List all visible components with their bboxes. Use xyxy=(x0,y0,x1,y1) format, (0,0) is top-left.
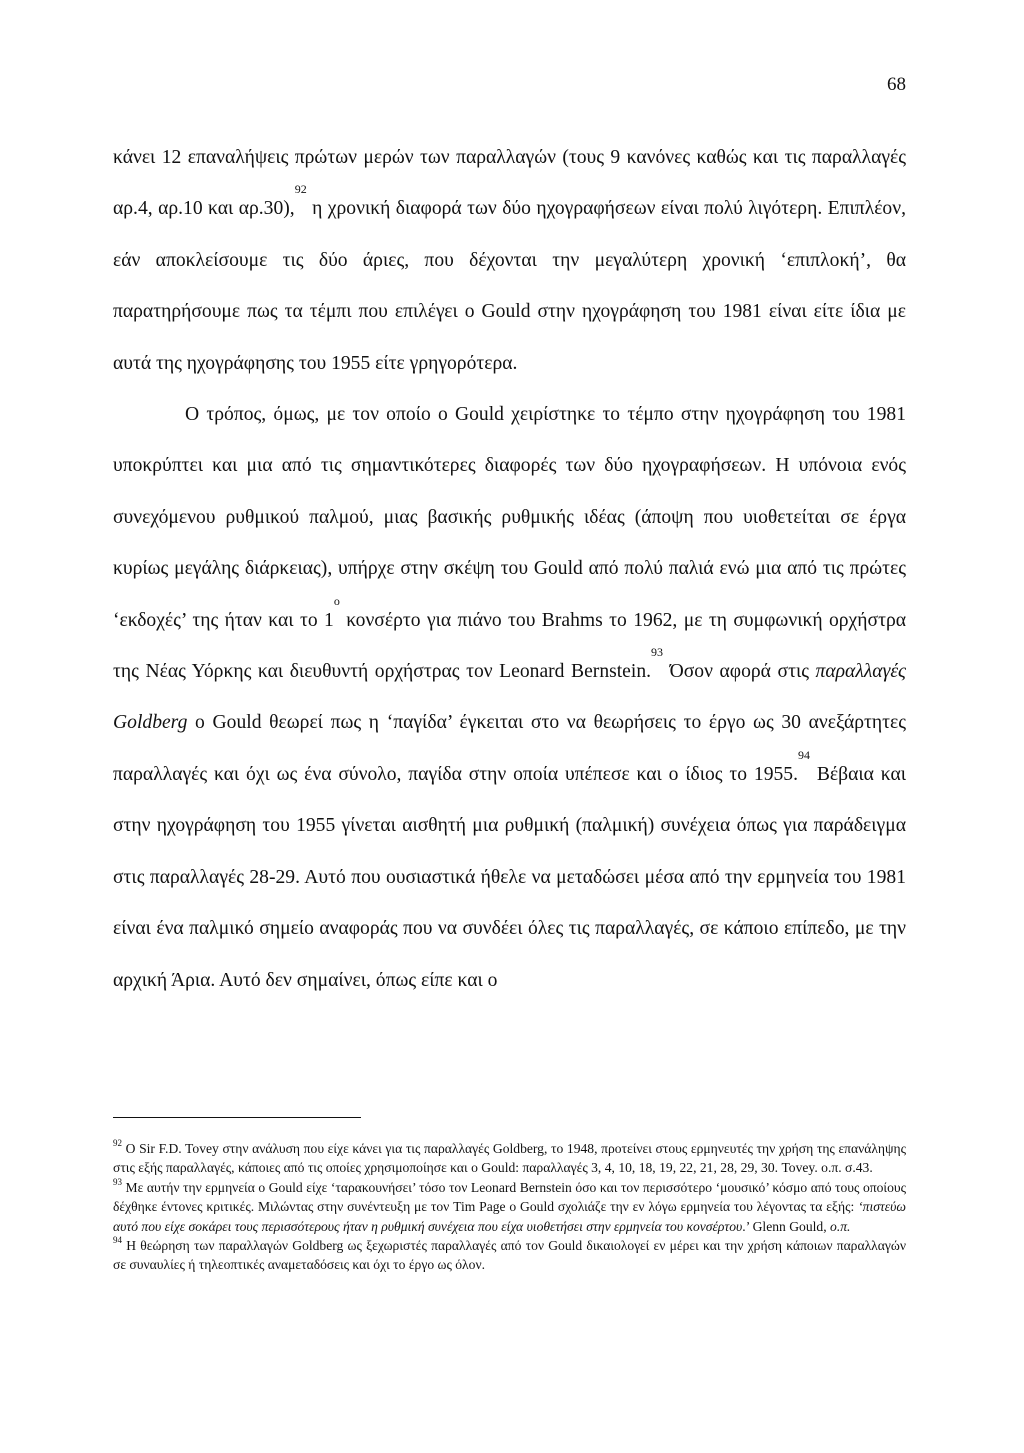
footnote-93 xyxy=(113,1178,906,1236)
text-run: κονσέρτο για πιάνο του Brahms το 1962, με τη συμφωνική ορχήστρα της Νέας Υόρκης και διευθυντή ορχήστρας τον Leonard Bernstein. xyxy=(113,609,906,683)
footnote-text: Με αυτήν την ερμηνεία ο Gould είχε ‘ταρακουνήσει’ τόσο τον Leonard Bernstein όσο και τον περισσότερο ‘μουσικό’ κόσμο από τους οποίους δέχθηκε έντονες κριτικές. Μιλώντας στην συνέντευξη με τον Tim Page ο Gould σχολιάζε την εν λόγω ερμηνεία του λέγοντας τα εξής: xyxy=(113,1179,906,1215)
footnote-text: O Sir F.D. Tovey στην ανάλυση που είχε κάνει για τις παραλλαγές Goldberg, το 1948, προτείνει στους ερμηνευτές την χρήση της επανάληψης στις εξής παραλλαγές, κάποιες από τις οποίες χρησιμοποίησε και ο Gould: παραλλαγές 3, 4, 10, 18, 19, 22, 21, 28, 29, 30. Tovey. ο.π. σ.43. xyxy=(113,1141,906,1176)
footnote-94 xyxy=(113,1236,906,1275)
text-run: Ο τρόπος, όμως, με τον οποίο ο Gould χειρίστηκε το τέμπο στην ηχογράφηση του 1981 υποκρύπτει και μια από τις σημαντικότερες διαφορές των δύο ηχογραφήσεων. Η υπόνοια ενός συνεχόμενου ρυθμικού παλμού, μιας βασικής ρυθμικής ιδέας (άποψη που υιοθετείται σε έργα κυρίως μεγάλης διάρκειας), υπήρχε στην σκέψη του Gould από πολύ παλιά ενώ μια από τις πρώτες ‘εκδοχές’ της ήταν και το 1 xyxy=(113,404,906,631)
paragraph-2 xyxy=(113,389,906,1006)
footnote-ref-93[interactable]: 93 xyxy=(651,645,664,660)
footnote-number: 94 xyxy=(113,1235,122,1246)
footnote-quote-italic: ‘πιστεύω αυτό που είχε σοκάρει τους περισσότερους ήταν η ρυθμική συνέχεια που είχα υιοθετήσει στην ερμηνεία του κονσέρτου xyxy=(113,1199,906,1234)
text-run: Βέβαια και στην ηχογράφηση του 1955 γίνεται αισθητή μια ρυθμική (παλμική) συνέχεια όπως για παράδειγμα στις παραλλαγές 28-29. Αυτό που ουσιαστικά ήθελε να μεταδώσει μέσα από την ερμηνεία του 1981 είναι ένα παλμικό σημείο αναφοράς που να συνδέει όλες τις παραλλαγές, σε κάποιο επίπεδο, με την αρχική Άρια. Αυτό δεν σημαίνει, όπως είπε και ο xyxy=(113,763,907,991)
footnote-separator xyxy=(113,1117,361,1118)
ordinal-superscript: ο xyxy=(333,593,340,608)
work-title-italic: παραλλαγές Goldberg xyxy=(113,661,906,734)
main-text xyxy=(113,132,906,1006)
page-number: 68 xyxy=(887,74,906,95)
footnote-text: .’ Glenn Gould, xyxy=(742,1218,831,1234)
text-run: η χρονική διαφορά των δύο ηχογραφήσεων είναι πολύ λιγότερη. Επιπλέον, εάν αποκλείσουμε τις δύο άριες, που δέχονται την μεγαλύτερη χρονική ‘επιπλοκή’, θα παρατηρήσουμε πως τα τέμπι που επιλέγει ο Gould στην ηχογράφηση του 1981 είναι είτε ίδια με αυτά της ηχογράφησης του 1955 είτε γρηγορότερα. xyxy=(113,198,906,374)
footnote-number: 92 xyxy=(113,1138,122,1148)
text-run: κάνει 12 επαναλήψεις πρώτων μερών των παραλλαγών (τους 9 κανόνες καθώς και τις παραλλαγές αρ.4, αρ.10 και αρ.30), xyxy=(113,147,906,220)
paragraph-1 xyxy=(113,132,906,389)
footnote-ref-94[interactable]: 94 xyxy=(798,747,811,762)
footnote-text: Η θεώρηση των παραλλαγών Goldberg ως ξεχωριστές παραλλαγές από τον Gould δικαιολογεί εν μέρει και την χρήση κάποιων παραλλαγών σε συναυλίες ή τηλεοπτικές αναμεταδόσεις και όχι το έργο ως όλον. xyxy=(113,1238,906,1273)
footnotes xyxy=(113,1139,906,1275)
footnote-92 xyxy=(113,1139,906,1178)
footnote-number: 93 xyxy=(113,1176,122,1187)
footnote-citation-italic: ο.π. xyxy=(830,1218,851,1234)
footnote-ref-92[interactable]: 92 xyxy=(294,182,307,197)
text-run: Όσον αφορά στις xyxy=(663,661,816,683)
text-run: ο Gould θεωρεί πως η ‘παγίδα’ έγκειται στο να θεωρήσεις το έργο ως 30 ανεξάρτητες παραλλαγές και όχι ως ένα σύνολο, παγίδα στην οποία υπέπεσε και ο ίδιος το 1955. xyxy=(113,712,906,785)
